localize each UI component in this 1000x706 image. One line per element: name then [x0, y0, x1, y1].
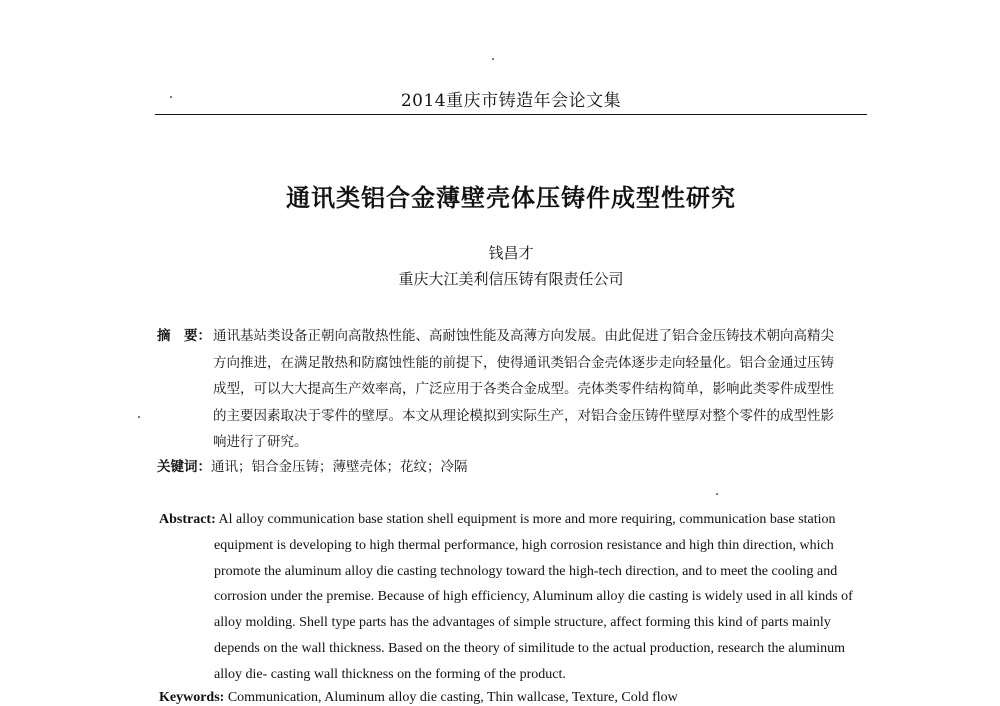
abstract-en-line: equipment is developing to high thermal performance, high corrosion resistance and high thin direction, which: [214, 537, 834, 553]
header-rule: [155, 114, 867, 115]
abstract-en-label: Abstract:: [159, 512, 216, 527]
chinese-keywords: [157, 455, 468, 475]
abstract-en-line: corrosion under the premise. Because of high efficiency, Aluminum alloy die casting is widely used in all kinds of: [214, 589, 853, 605]
abstract-en-line: Abstract: Al alloy communication base station shell equipment is more and more requiring, communication base station: [159, 512, 836, 527]
keywords-zh-text: 通讯；铝合金压铸；薄壁壳体；花纹；冷隔: [211, 459, 468, 475]
abstract-zh-line: 响进行了研究。: [213, 434, 308, 450]
abstract-en-line: depends on the wall thickness. Based on the theory of similitude to the actual production, research the aluminum: [214, 640, 846, 656]
keywords-en-label: Keywords:: [159, 690, 225, 705]
scan-speck: [492, 58, 494, 60]
keywords-zh-label: 关键词：: [157, 459, 211, 475]
abstract-en-line: alloy molding. Shell type parts has the advantages of simple structure, affect forming this kind of parts mainly: [214, 615, 831, 631]
abstract-zh-line: 成型，可以大大提高生产效率高，广泛应用于各类合金成型。壳体类零件结构简单，影响此类零件成型性: [213, 381, 834, 397]
author-name: 钱昌才: [488, 244, 534, 262]
author-affiliation: 重庆大江美利信压铸有限责任公司: [398, 270, 624, 288]
english-abstract: [159, 507, 869, 688]
english-keywords: [159, 690, 869, 706]
keywords-en-text: Communication, Aluminum alloy die casting, Thin wallcase, Texture, Cold flow: [227, 690, 678, 705]
chinese-abstract: [157, 323, 869, 456]
abstract-zh-line: 的主要因素取决于零件的壁厚。本文从理论模拟到实际生产，对铝合金压铸件壁厚对整个零件的成型性影: [213, 407, 834, 424]
paper-title: 通讯类铝合金薄壁壳体压铸件成型性研究: [286, 184, 736, 212]
abstract-zh-line: 方向推进，在满足散热和防腐蚀性能的前提下，使得通讯类铝合金壳体逐步走向轻量化。铝合金通过压铸: [213, 354, 834, 371]
scan-speck: [716, 493, 718, 495]
abstract-zh-label: 摘 要：: [157, 328, 211, 344]
abstract-en-line: promote the aluminum alloy die casting technology toward the high-tech direction, and to meet the cooling and: [214, 563, 838, 579]
running-header: 2014重庆市铸造年会论文集: [400, 91, 622, 111]
abstract-en-line: alloy die- casting wall thickness on the forming of the product.: [214, 666, 566, 682]
scan-speck: [138, 416, 140, 418]
abstract-zh-line: 摘 要： 通讯基站类设备正朝向高散热性能、高耐蚀性能及高薄方向发展。由此促进了铝合金压铸技术朝向高精尖: [157, 323, 869, 350]
